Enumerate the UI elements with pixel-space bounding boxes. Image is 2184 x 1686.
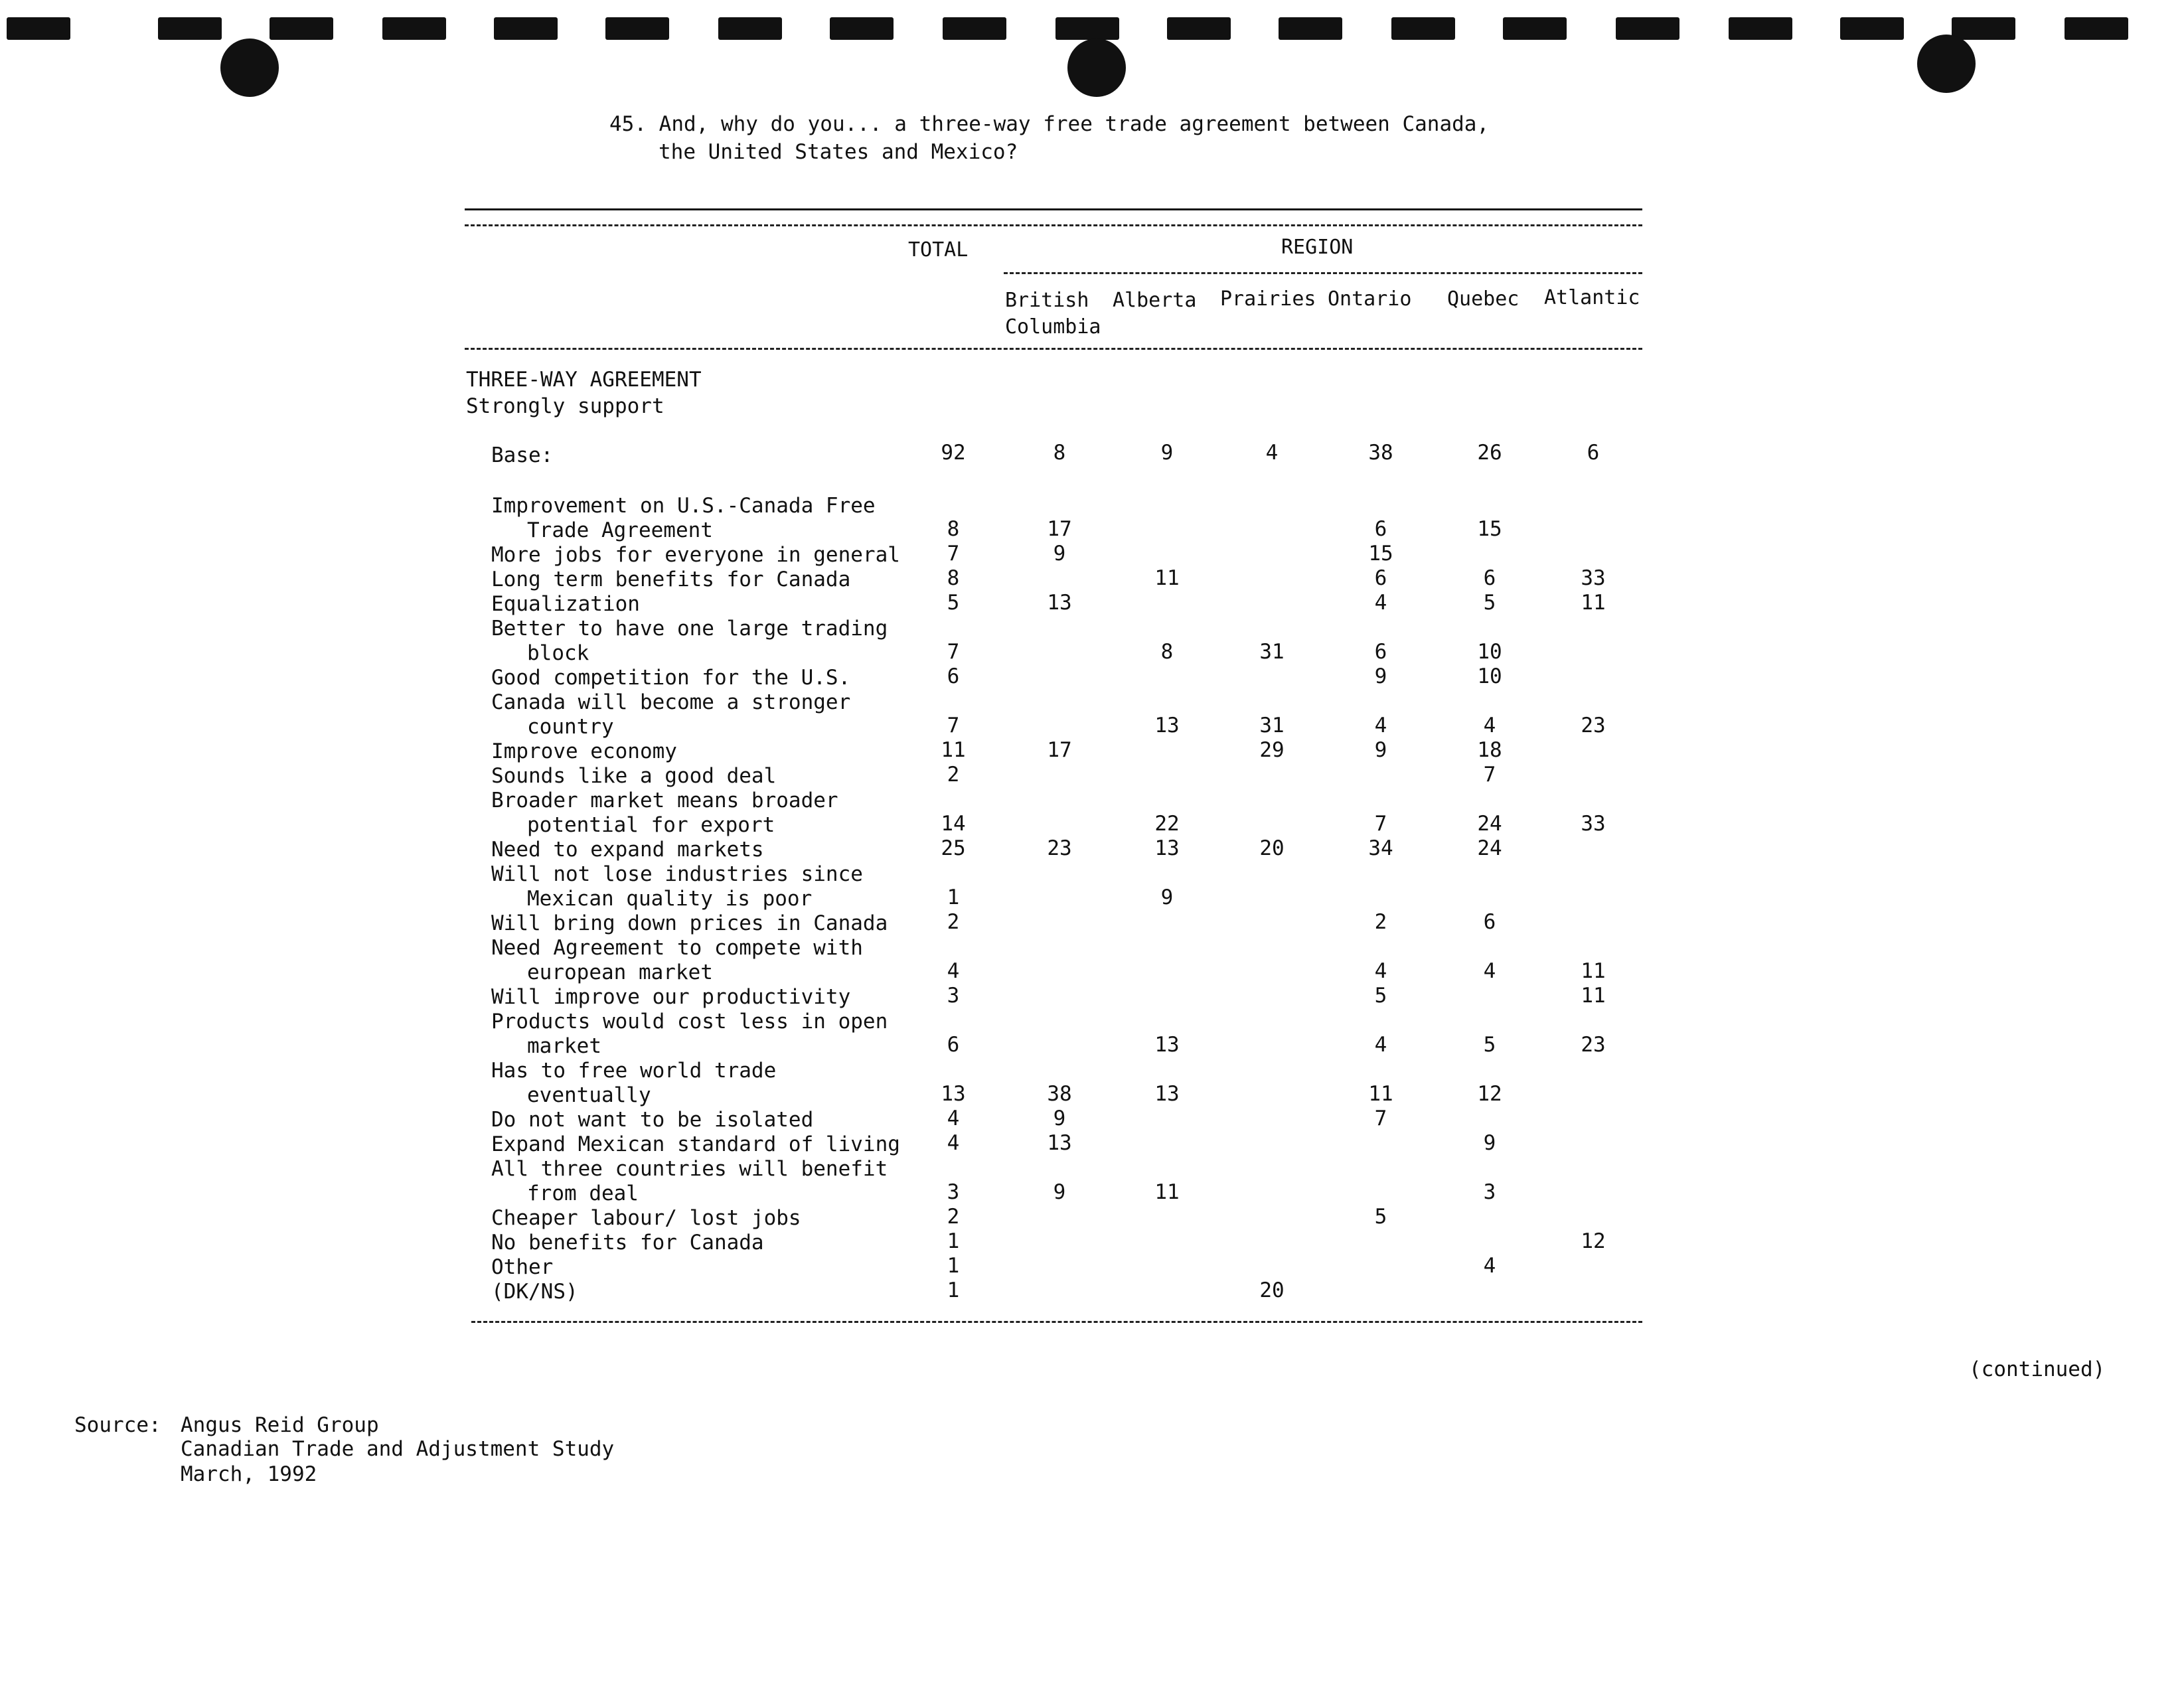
cell-quebec: 12 bbox=[1477, 1082, 1502, 1106]
cell-alberta: 11 bbox=[1154, 1180, 1180, 1204]
row-label-continued: block bbox=[527, 641, 589, 665]
cell-atlantic: 33 bbox=[1581, 812, 1606, 836]
cell-total: 4 bbox=[947, 959, 960, 983]
cell-ontario: 4 bbox=[1374, 591, 1387, 615]
row-label-continued: potential for export bbox=[527, 813, 775, 837]
cell-total: 8 bbox=[947, 517, 960, 541]
cell-quebec: 4 bbox=[1483, 1254, 1496, 1278]
cell-quebec: 9 bbox=[1483, 1131, 1496, 1155]
row-label: Other bbox=[491, 1255, 554, 1279]
cell-ontario: 4 bbox=[1374, 714, 1387, 737]
base-value-total: 92 bbox=[941, 441, 966, 465]
base-label: Base: bbox=[491, 443, 554, 467]
row-label: Will bring down prices in Canada bbox=[491, 911, 888, 935]
perforation-mark bbox=[1729, 17, 1792, 40]
cell-ontario: 6 bbox=[1374, 566, 1387, 590]
row-label-continued: Trade Agreement bbox=[527, 518, 713, 542]
cell-alberta: 11 bbox=[1154, 566, 1180, 590]
base-value-ontario: 38 bbox=[1368, 441, 1393, 465]
cell-alberta: 22 bbox=[1154, 812, 1180, 836]
row-label: Will improve our productivity bbox=[491, 985, 851, 1009]
base-value-quebec: 26 bbox=[1477, 441, 1502, 465]
cell-alberta: 9 bbox=[1160, 885, 1174, 909]
row-label: Equalization bbox=[491, 592, 640, 616]
cell-total: 7 bbox=[947, 542, 960, 566]
cell-ontario: 6 bbox=[1374, 640, 1387, 664]
cell-quebec: 3 bbox=[1483, 1180, 1496, 1204]
cell-total: 6 bbox=[947, 664, 960, 688]
cell-prairies: 20 bbox=[1259, 836, 1285, 860]
perforation-mark bbox=[494, 17, 558, 40]
cell-total: 2 bbox=[947, 910, 960, 934]
table-bottom-rule bbox=[471, 1321, 1642, 1323]
section-subtitle: Strongly support bbox=[466, 394, 664, 418]
base-value-british-columbia: 8 bbox=[1053, 441, 1066, 465]
table-top-dashed-rule bbox=[465, 224, 1642, 226]
cell-ontario: 7 bbox=[1374, 812, 1387, 836]
cell-ontario: 4 bbox=[1374, 1033, 1387, 1057]
cell-quebec: 24 bbox=[1477, 836, 1502, 860]
perforation-mark bbox=[2065, 17, 2128, 40]
cell-ontario: 5 bbox=[1374, 1205, 1387, 1229]
row-label-continued: european market bbox=[527, 960, 713, 984]
cell-total: 2 bbox=[947, 1205, 960, 1229]
cell-british-columbia: 13 bbox=[1047, 591, 1072, 615]
cell-quebec: 15 bbox=[1477, 517, 1502, 541]
perforation-mark bbox=[1503, 17, 1567, 40]
cell-prairies: 31 bbox=[1259, 714, 1285, 737]
row-label-continued: Mexican quality is poor bbox=[527, 887, 813, 911]
cell-ontario: 4 bbox=[1374, 959, 1387, 983]
cell-ontario: 11 bbox=[1368, 1082, 1393, 1106]
cell-total: 11 bbox=[941, 738, 966, 762]
perforation-mark bbox=[943, 17, 1006, 40]
cell-total: 6 bbox=[947, 1033, 960, 1057]
cell-british-columbia: 17 bbox=[1047, 517, 1072, 541]
cell-british-columbia: 9 bbox=[1053, 1107, 1066, 1130]
cell-atlantic: 23 bbox=[1581, 714, 1606, 737]
cell-british-columbia: 9 bbox=[1053, 542, 1066, 566]
header-quebec: Quebec bbox=[1447, 287, 1520, 311]
cell-atlantic: 12 bbox=[1581, 1229, 1606, 1253]
cell-quebec: 7 bbox=[1483, 763, 1496, 787]
cell-quebec: 4 bbox=[1483, 714, 1496, 737]
cell-ontario: 34 bbox=[1368, 836, 1393, 860]
cell-ontario: 15 bbox=[1368, 542, 1393, 566]
cell-prairies: 20 bbox=[1259, 1278, 1285, 1302]
row-label: Do not want to be isolated bbox=[491, 1108, 814, 1132]
cell-ontario: 2 bbox=[1374, 910, 1387, 934]
cell-quebec: 18 bbox=[1477, 738, 1502, 762]
cell-ontario: 7 bbox=[1374, 1107, 1387, 1130]
cell-alberta: 13 bbox=[1154, 1033, 1180, 1057]
cell-total: 1 bbox=[947, 1254, 960, 1278]
cell-quebec: 10 bbox=[1477, 640, 1502, 664]
row-label: No benefits for Canada bbox=[491, 1231, 764, 1255]
cell-total: 25 bbox=[941, 836, 966, 860]
cell-total: 2 bbox=[947, 763, 960, 787]
table-top-rule bbox=[465, 208, 1642, 210]
cell-quebec: 6 bbox=[1483, 910, 1496, 934]
row-label: Long term benefits for Canada bbox=[491, 568, 851, 591]
header-british-columbia-line2: Columbia bbox=[1005, 315, 1101, 339]
cell-alberta: 13 bbox=[1154, 836, 1180, 860]
row-label: All three countries will benefit bbox=[491, 1157, 888, 1181]
perforation-mark bbox=[382, 17, 446, 40]
row-label: Cheaper labour/ lost jobs bbox=[491, 1206, 801, 1230]
row-label: Sounds like a good deal bbox=[491, 764, 777, 788]
perforation-mark bbox=[270, 17, 333, 40]
cell-atlantic: 11 bbox=[1581, 959, 1606, 983]
cell-total: 1 bbox=[947, 885, 960, 909]
perforation-mark bbox=[1840, 17, 1904, 40]
question-title: 45. And, why do you... a three-way free trade agreement between Canada, bbox=[609, 112, 1490, 136]
header-total: TOTAL bbox=[908, 238, 969, 262]
row-label: Improve economy bbox=[491, 739, 677, 763]
row-label: Good competition for the U.S. bbox=[491, 666, 851, 690]
perforation-mark bbox=[1391, 17, 1455, 40]
section-title: THREE-WAY AGREEMENT bbox=[466, 368, 702, 392]
cell-total: 4 bbox=[947, 1107, 960, 1130]
cell-prairies: 29 bbox=[1259, 738, 1285, 762]
perforation-mark bbox=[830, 17, 894, 40]
cell-atlantic: 33 bbox=[1581, 566, 1606, 590]
cell-alberta: 13 bbox=[1154, 1082, 1180, 1106]
perforation-mark bbox=[158, 17, 222, 40]
punch-hole bbox=[220, 38, 279, 97]
cell-ontario: 9 bbox=[1374, 664, 1387, 688]
perforation-mark bbox=[1167, 17, 1231, 40]
row-label-continued: market bbox=[527, 1034, 601, 1058]
header-atlantic: Atlantic bbox=[1544, 286, 1640, 309]
row-label: Better to have one large trading bbox=[491, 617, 888, 641]
cell-ontario: 9 bbox=[1374, 738, 1387, 762]
row-label: Broader market means broader bbox=[491, 789, 838, 812]
punch-hole bbox=[1067, 38, 1126, 97]
row-label-continued: from deal bbox=[527, 1182, 639, 1205]
cell-total: 3 bbox=[947, 1180, 960, 1204]
cell-quebec: 5 bbox=[1483, 1033, 1496, 1057]
header-ontario: Ontario bbox=[1328, 287, 1412, 311]
cell-quebec: 5 bbox=[1483, 591, 1496, 615]
cell-atlantic: 11 bbox=[1581, 984, 1606, 1008]
perforation-mark bbox=[1616, 17, 1679, 40]
perforation-mark bbox=[605, 17, 669, 40]
perforation-mark bbox=[1952, 17, 2015, 40]
cell-british-columbia: 38 bbox=[1047, 1082, 1072, 1106]
cell-quebec: 4 bbox=[1483, 959, 1496, 983]
cell-british-columbia: 9 bbox=[1053, 1180, 1066, 1204]
continued-note: (continued) bbox=[1969, 1357, 2106, 1381]
row-label: Improvement on U.S.-Canada Free bbox=[491, 494, 876, 518]
cell-quebec: 24 bbox=[1477, 812, 1502, 836]
row-label-continued: country bbox=[527, 715, 614, 739]
cell-atlantic: 23 bbox=[1581, 1033, 1606, 1057]
region-divider bbox=[1004, 272, 1642, 274]
row-label: Need to expand markets bbox=[491, 838, 764, 862]
cell-total: 3 bbox=[947, 984, 960, 1008]
source-label: Source: bbox=[74, 1413, 161, 1437]
base-value-prairies: 4 bbox=[1265, 441, 1279, 465]
cell-alberta: 13 bbox=[1154, 714, 1180, 737]
cell-total: 1 bbox=[947, 1278, 960, 1302]
row-label: Will not lose industries since bbox=[491, 862, 863, 886]
cell-quebec: 10 bbox=[1477, 664, 1502, 688]
perforation-mark bbox=[1279, 17, 1342, 40]
cell-quebec: 6 bbox=[1483, 566, 1496, 590]
row-label: (DK/NS) bbox=[491, 1280, 578, 1304]
row-label: Need Agreement to compete with bbox=[491, 936, 863, 960]
row-label: Expand Mexican standard of living bbox=[491, 1132, 900, 1156]
cell-british-columbia: 17 bbox=[1047, 738, 1072, 762]
cell-alberta: 8 bbox=[1160, 640, 1174, 664]
base-value-alberta: 9 bbox=[1160, 441, 1174, 465]
header-prairies: Prairies bbox=[1220, 287, 1316, 311]
header-alberta: Alberta bbox=[1113, 289, 1197, 312]
perforation-mark bbox=[7, 17, 70, 40]
header-british-columbia: British bbox=[1005, 289, 1089, 312]
perforation-mark bbox=[1055, 17, 1119, 40]
row-label: Canada will become a stronger bbox=[491, 690, 851, 714]
cell-total: 1 bbox=[947, 1229, 960, 1253]
header-bottom-rule bbox=[465, 348, 1642, 350]
row-label: Products would cost less in open bbox=[491, 1010, 888, 1034]
source-line: Canadian Trade and Adjustment Study bbox=[181, 1437, 615, 1461]
base-value-atlantic: 6 bbox=[1587, 441, 1600, 465]
cell-prairies: 31 bbox=[1259, 640, 1285, 664]
row-label: More jobs for everyone in general bbox=[491, 543, 900, 567]
source-date: March, 1992 bbox=[181, 1462, 317, 1486]
cell-total: 7 bbox=[947, 714, 960, 737]
cell-atlantic: 11 bbox=[1581, 591, 1606, 615]
cell-total: 14 bbox=[941, 812, 966, 836]
question-title-line2: the United States and Mexico? bbox=[659, 140, 1018, 164]
perforation-mark bbox=[718, 17, 782, 40]
row-label-continued: eventually bbox=[527, 1083, 651, 1107]
cell-total: 7 bbox=[947, 640, 960, 664]
cell-british-columbia: 13 bbox=[1047, 1131, 1072, 1155]
row-label: Has to free world trade bbox=[491, 1059, 777, 1083]
cell-ontario: 6 bbox=[1374, 517, 1387, 541]
header-region: REGION bbox=[1281, 236, 1354, 259]
cell-total: 5 bbox=[947, 591, 960, 615]
punch-hole bbox=[1917, 35, 1976, 93]
source-line: Angus Reid Group bbox=[181, 1413, 379, 1437]
cell-total: 13 bbox=[941, 1082, 966, 1106]
cell-british-columbia: 23 bbox=[1047, 836, 1072, 860]
cell-total: 8 bbox=[947, 566, 960, 590]
cell-total: 4 bbox=[947, 1131, 960, 1155]
cell-ontario: 5 bbox=[1374, 984, 1387, 1008]
